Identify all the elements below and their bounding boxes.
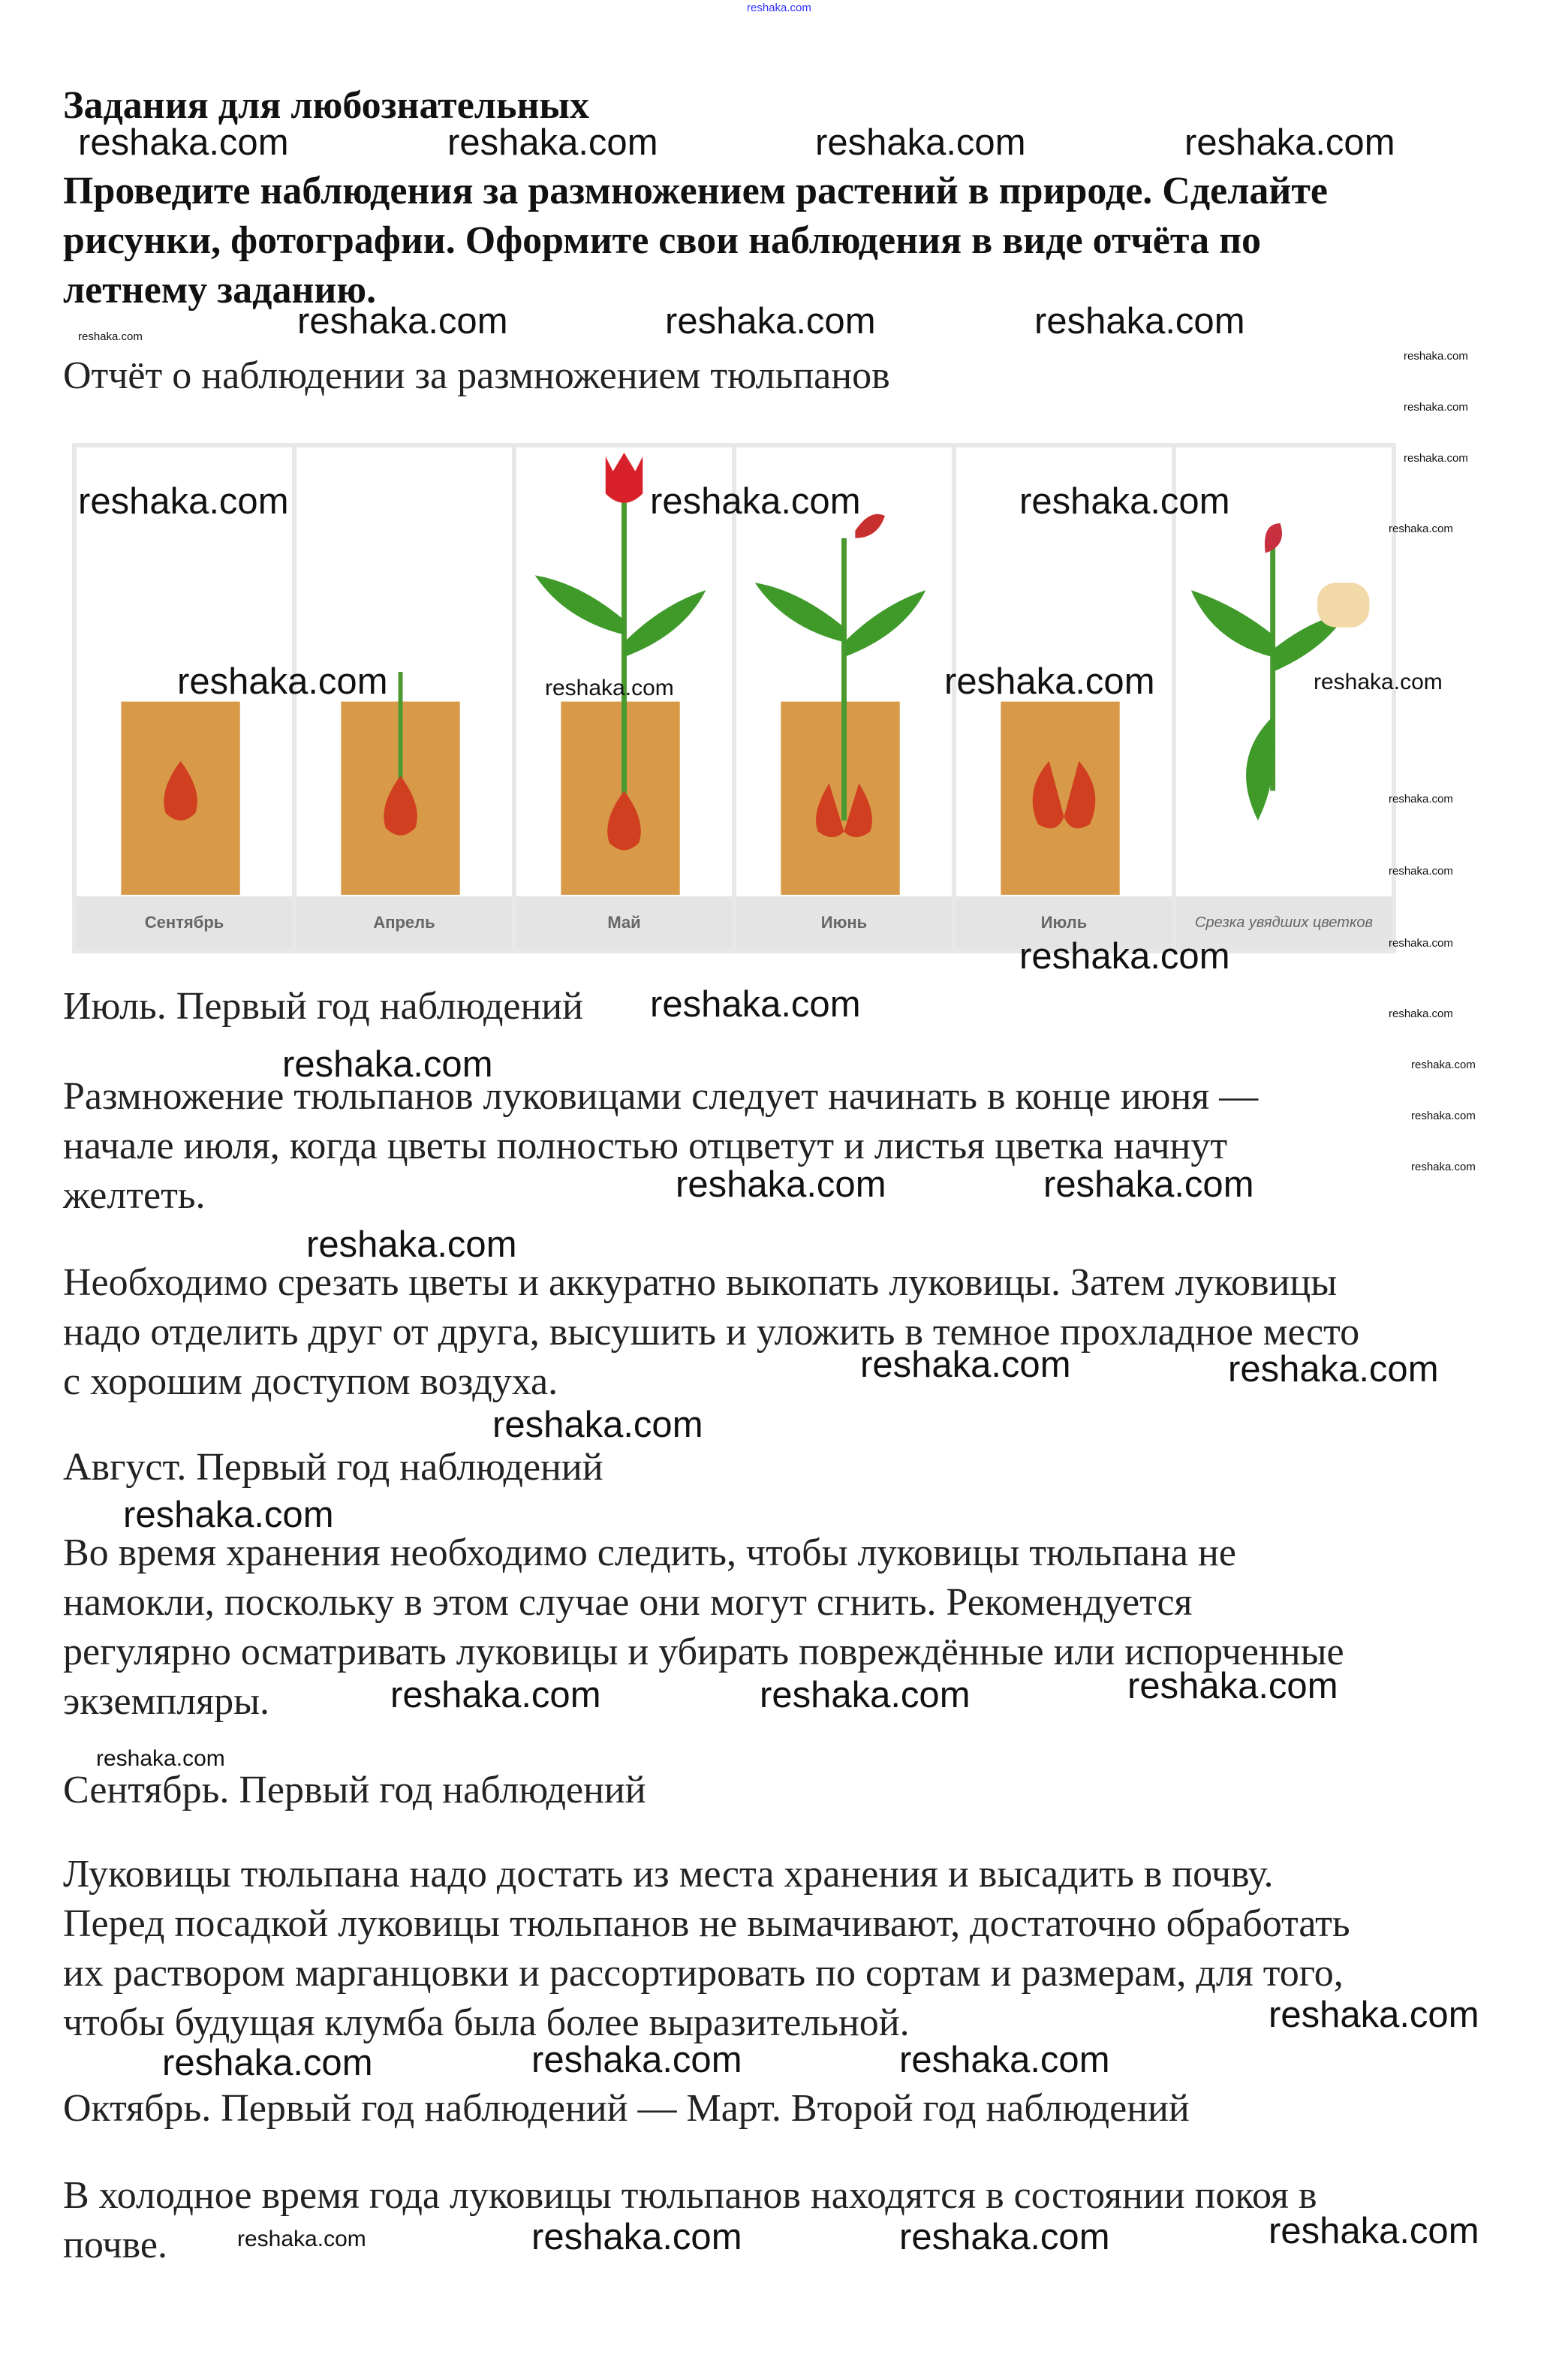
watermark-small: reshaka.com [1389,793,1453,806]
paragraph-line: Луковицы тюльпана надо достать из места хранения и высадить в почву. [63,1853,1274,1896]
watermark: reshaka.com [390,1675,601,1715]
watermark: reshaka.com [282,1044,493,1085]
watermark: reshaka.com [96,1746,225,1771]
watermark: reshaka.com [665,301,876,342]
watermark: reshaka.com [177,661,388,702]
watermark: reshaka.com [78,481,289,522]
watermark-small: reshaka.com [1411,1161,1476,1173]
stage-panel [1176,447,1392,949]
stage-label: Апрель [296,896,512,949]
section-heading: Сентябрь. Первый год наблюдений [63,1769,646,1811]
section-heading: Август. Первый год наблюдений [63,1446,603,1489]
paragraph-line: с хорошим доступом воздуха. [63,1360,558,1403]
watermark: reshaka.com [1314,670,1443,694]
paragraph-line: регулярно осматривать луковицы и убирать повреждённые или испорченные [63,1631,1344,1673]
watermark-small: reshaka.com [78,330,143,343]
watermark-small: reshaka.com [1411,1110,1476,1122]
watermark: reshaka.com [815,122,1026,163]
watermark: reshaka.com [492,1405,703,1445]
paragraph-line: начале июля, когда цветы полностью отцветут и листья цветка начнут [63,1125,1228,1167]
paragraph-line: экземпляры. [63,1680,270,1723]
stage-label: Июль [956,896,1172,949]
watermark: reshaka.com [545,676,674,700]
watermark: reshaka.com [1184,122,1395,163]
task-line: Проведите наблюдения за размножением растений в природе. Сделайте [63,170,1328,212]
watermark: reshaka.com [162,2043,373,2083]
watermark-small: reshaka.com [1404,452,1468,465]
paragraph-line: чтобы будущая клумба была более выразительной. [63,2001,910,2044]
watermark: reshaka.com [78,122,289,163]
watermark-small: reshaka.com [1389,937,1453,950]
watermark: reshaka.com [123,1495,334,1535]
watermark-small: reshaka.com [1389,865,1453,878]
watermark: reshaka.com [944,661,1155,702]
watermark-small: reshaka.com [1411,1059,1476,1071]
stage-label: Срезка увядших цветков [1176,896,1392,949]
title: Задания для любознательных [63,84,590,127]
stage-panel [736,447,952,949]
watermark-small: reshaka.com [1389,1007,1453,1020]
section-heading: Октябрь. Первый год наблюдений — Март. Второй год наблюдений [63,2087,1190,2130]
section-heading: Июль. Первый год наблюдений [63,985,583,1028]
paragraph-line: Перед посадкой луковицы тюльпанов не вымачивают, достаточно обработать [63,1902,1350,1945]
watermark: reshaka.com [531,2040,742,2080]
paragraph-line: В холодное время года луковицы тюльпанов находятся в состоянии покоя в [63,2174,1317,2217]
watermark: reshaka.com [531,2217,742,2257]
watermark: reshaka.com [650,481,861,522]
watermark: reshaka.com [1228,1349,1439,1390]
watermark: reshaka.com [899,2217,1110,2257]
watermark: reshaka.com [860,1345,1071,1385]
watermark-small: reshaka.com [1404,401,1468,414]
watermark-small: reshaka.com [1404,350,1468,363]
watermark: reshaka.com [297,301,508,342]
paragraph-line: Необходимо срезать цветы и аккуратно выкопать луковицы. Затем луковицы [63,1261,1338,1304]
task-line: летнему заданию. [63,269,377,312]
watermark: reshaka.com [760,1675,971,1715]
watermark: reshaka.com [650,984,861,1025]
stage-label: Май [516,896,732,949]
paragraph-line: намокли, поскольку в этом случае они могут сгнить. Рекомендуется [63,1581,1193,1624]
watermark: reshaka.com [1269,1995,1479,2035]
watermark: reshaka.com [1127,1666,1338,1706]
paragraph-line: Размножение тюльпанов луковицами следует начинать в конце июня — [63,1075,1259,1118]
watermark: reshaka.com [1034,301,1245,342]
watermark: reshaka.com [1269,2211,1479,2251]
task-line: рисунки, фотографии. Оформите свои наблюдения в виде отчёта по [63,219,1262,262]
watermark: reshaka.com [447,122,658,163]
paragraph-line: их раствором марганцовки и рассортировать по сортам и размерам, для того, [63,1952,1344,1995]
paragraph-line: Во время хранения необходимо следить, чтобы луковицы тюльпана не [63,1531,1236,1574]
watermark: reshaka.com [1019,481,1230,522]
stage-label: Сентябрь [77,896,292,949]
paragraph-line: желтеть. [63,1174,206,1217]
stage-label: Июнь [736,896,952,949]
watermark-top: reshaka.com [747,2,811,14]
watermark: reshaka.com [676,1164,886,1205]
watermark: reshaka.com [237,2227,366,2251]
watermark: reshaka.com [306,1224,517,1265]
watermark: reshaka.com [1043,1164,1254,1205]
watermark: reshaka.com [899,2040,1110,2080]
paragraph-line: почве. [63,2224,167,2266]
paragraph-line: надо отделить друг от друга, высушить и уложить в темное прохладное место [63,1311,1360,1354]
report-title: Отчёт о наблюдении за размножением тюльпанов [63,354,890,397]
watermark: reshaka.com [1019,936,1230,977]
watermark-small: reshaka.com [1389,522,1453,535]
